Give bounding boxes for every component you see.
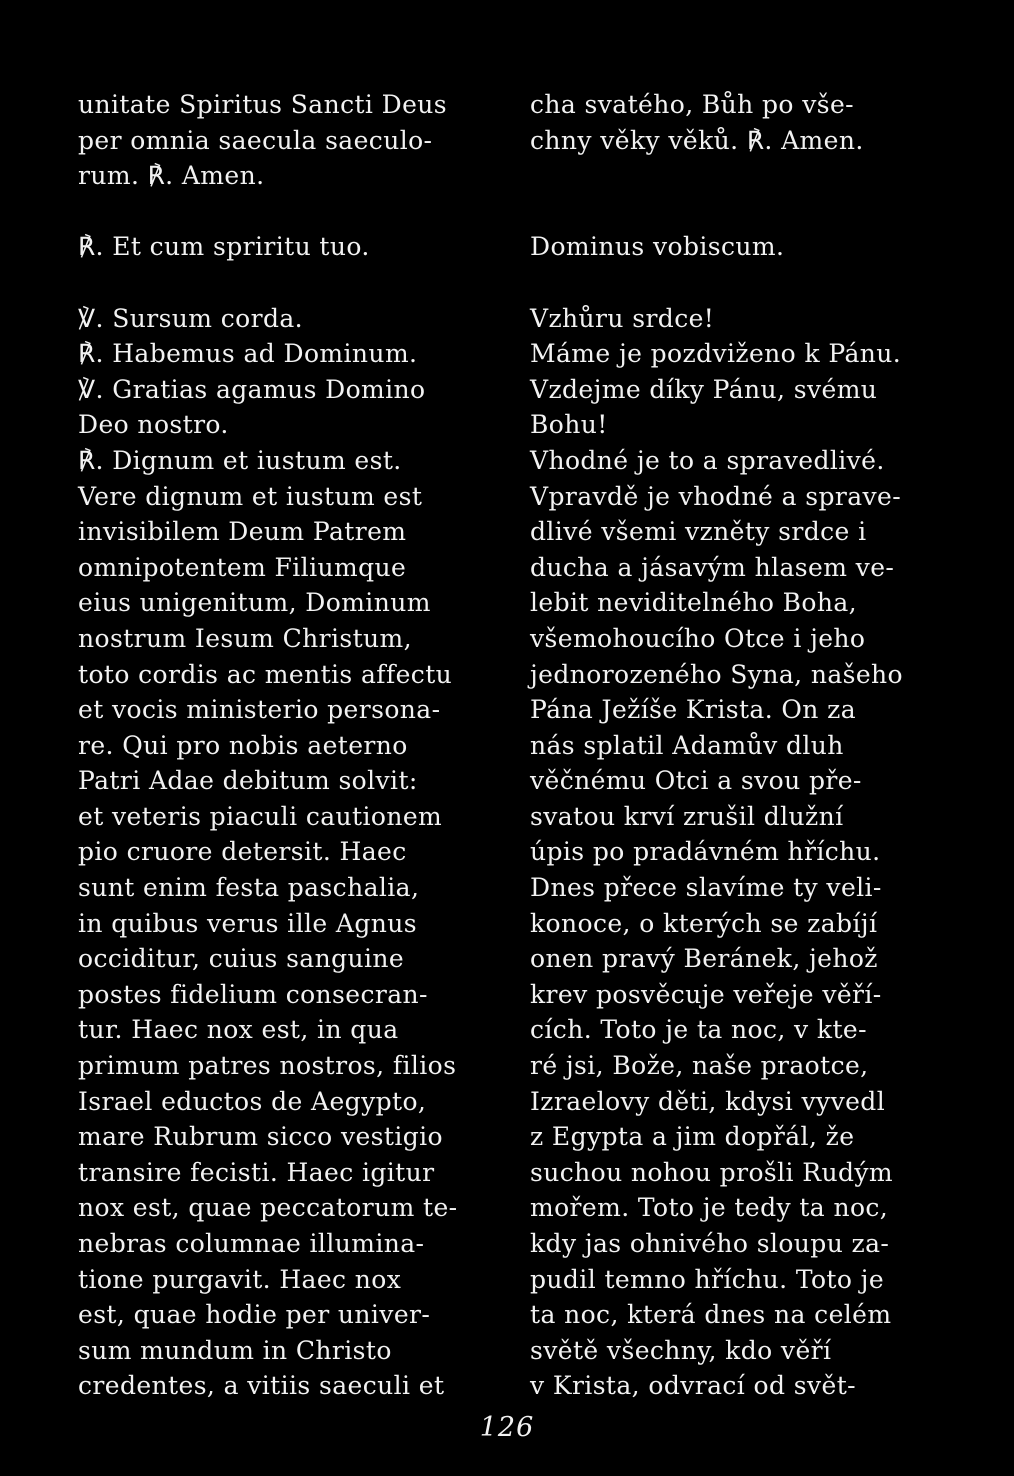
latin-text-line: ℟. Habemus ad Dominum. <box>78 339 418 369</box>
latin-text-line: Deo nostro. <box>78 410 229 440</box>
czech-column <box>530 87 960 1404</box>
czech-text-line: věčnému Otci a svou pře- <box>530 766 862 796</box>
latin-text-line: unitate Spiritus Sancti Deus <box>78 90 448 119</box>
latin-text-line: primum patres nostros, filios <box>78 1051 457 1081</box>
czech-text-line: Máme je pozdviženo k Pánu. <box>530 339 902 369</box>
czech-text-line: úpis po pradávném hříchu. <box>530 837 881 867</box>
latin-text-line: pio cruore detersit. Haec <box>78 837 407 867</box>
latin-text-line: re. Qui pro nobis aeterno <box>78 730 408 760</box>
latin-text-line: ℣. Sursum corda. <box>78 303 304 333</box>
czech-text-line: z Egypta a jim dopřál, že <box>530 1122 855 1152</box>
latin-text-line: nebras columnae illumina- <box>78 1229 425 1258</box>
latin-text-line: eius unigenitum, Dominum <box>78 588 431 618</box>
czech-text-line <box>530 194 960 230</box>
czech-text-line: Vpravdě je vhodné a sprave- <box>530 481 902 511</box>
latin-text-line: est, quae hodie per univer- <box>78 1300 431 1330</box>
latin-text-line: transire fecisti. Haec igitur <box>78 1157 435 1187</box>
latin-text-line: occiditur, cuius sanguine <box>78 944 405 974</box>
czech-text-line: všemohoucího Otce i jeho <box>530 623 866 653</box>
czech-text-line: ré jsi, Bože, naše praotce, <box>530 1051 869 1081</box>
czech-text-line <box>530 158 960 194</box>
latin-text-line: nostrum Iesum Christum, <box>78 623 412 653</box>
latin-text-line <box>78 265 503 301</box>
czech-text-line: Vhodné je to a spravedlivé. <box>530 445 885 475</box>
czech-text-line: Dominus vobiscum. <box>530 232 785 262</box>
czech-text-line: jednorozeného Syna, našeho <box>530 659 903 689</box>
czech-text-line: kdy jas ohnivého sloupu za- <box>530 1229 890 1258</box>
czech-text-line: Vzdejme díky Pánu, svému <box>530 374 878 404</box>
latin-text-line: et veteris piaculi cautionem <box>78 801 443 831</box>
czech-text-line: svatou krví zrušil dlužní <box>530 801 844 831</box>
czech-text-line: cha svatého, Bůh po vše- <box>530 90 855 119</box>
latin-text-line: credentes, a vitiis saeculi et <box>78 1371 445 1401</box>
latin-column <box>78 87 503 1404</box>
czech-text-line: suchou nohou prošli Rudým <box>530 1157 894 1187</box>
latin-text-line: Patri Adae debitum solvit: <box>78 766 418 796</box>
latin-text-line: in quibus verus ille Agnus <box>78 908 417 938</box>
latin-text-line: tione purgavit. Haec nox <box>78 1264 402 1294</box>
czech-text-line: lebit neviditelného Boha, <box>530 588 858 618</box>
czech-text-line: krev posvěcuje veřeje věří- <box>530 979 882 1009</box>
latin-text-line: Vere dignum et iustum est <box>78 481 423 511</box>
latin-text-line: ℟. Dignum et iustum est. <box>78 445 402 475</box>
czech-text-line: onen pravý Beránek, jehož <box>530 944 878 974</box>
czech-text-line: v Krista, odvrací od svět- <box>530 1371 856 1401</box>
latin-text-line: omnipotentem Filiumque <box>78 552 407 582</box>
czech-text-line <box>530 265 960 301</box>
czech-text-line: konoce, o kterých se zabíjí <box>530 908 878 938</box>
latin-text-line: et vocis ministerio persona- <box>78 695 441 725</box>
latin-text-line: toto cordis ac mentis affectu <box>78 659 453 689</box>
latin-text-line: rum. ℟. Amen. <box>78 161 265 191</box>
latin-text-line: ℟. Et cum spriritu tuo. <box>78 232 370 262</box>
latin-text-line: Israel eductos de Aegypto, <box>78 1086 427 1116</box>
czech-text-line: cích. Toto je ta noc, v kte- <box>530 1015 867 1045</box>
czech-text-line: pudil temno hříchu. Toto je <box>530 1264 885 1294</box>
czech-text-line: ducha a jásavým hlasem ve- <box>530 552 895 582</box>
page-number: 126 <box>479 1412 535 1443</box>
czech-text-line: Pána Ježíše Krista. On za <box>530 695 857 725</box>
czech-text-line: nás splatil Adamův dluh <box>530 730 844 760</box>
latin-text-line: per omnia saecula saeculo- <box>78 125 433 155</box>
latin-text-line: tur. Haec nox est, in qua <box>78 1015 399 1045</box>
czech-text-line: mořem. Toto je tedy ta noc, <box>530 1193 889 1223</box>
latin-text-line <box>78 194 503 230</box>
czech-text-line: ta noc, která dnes na celém <box>530 1300 892 1330</box>
czech-text-line: chny věky věků. ℟. Amen. <box>530 125 864 155</box>
latin-text-line: sum mundum in Christo <box>78 1335 392 1365</box>
czech-text-line: Bohu! <box>530 410 608 440</box>
latin-text-line: sunt enim festa paschalia, <box>78 873 420 903</box>
latin-text-line: nox est, quae peccatorum te- <box>78 1193 458 1223</box>
czech-text-line: Dnes přece slavíme ty veli- <box>530 873 882 903</box>
latin-text-line: invisibilem Deum Patrem <box>78 517 407 547</box>
czech-text-line: Izraelovy děti, kdysi vyvedl <box>530 1086 886 1116</box>
latin-text-line: mare Rubrum sicco vestigio <box>78 1122 444 1152</box>
czech-text-line: Vzhůru srdce! <box>530 303 715 333</box>
czech-text-line: dlivé všemi vzněty srdce i <box>530 517 867 547</box>
latin-text-line: postes fidelium consecran- <box>78 979 428 1009</box>
latin-text-line: ℣. Gratias agamus Domino <box>78 374 426 404</box>
czech-text-line: světě všechny, kdo věří <box>530 1335 832 1365</box>
